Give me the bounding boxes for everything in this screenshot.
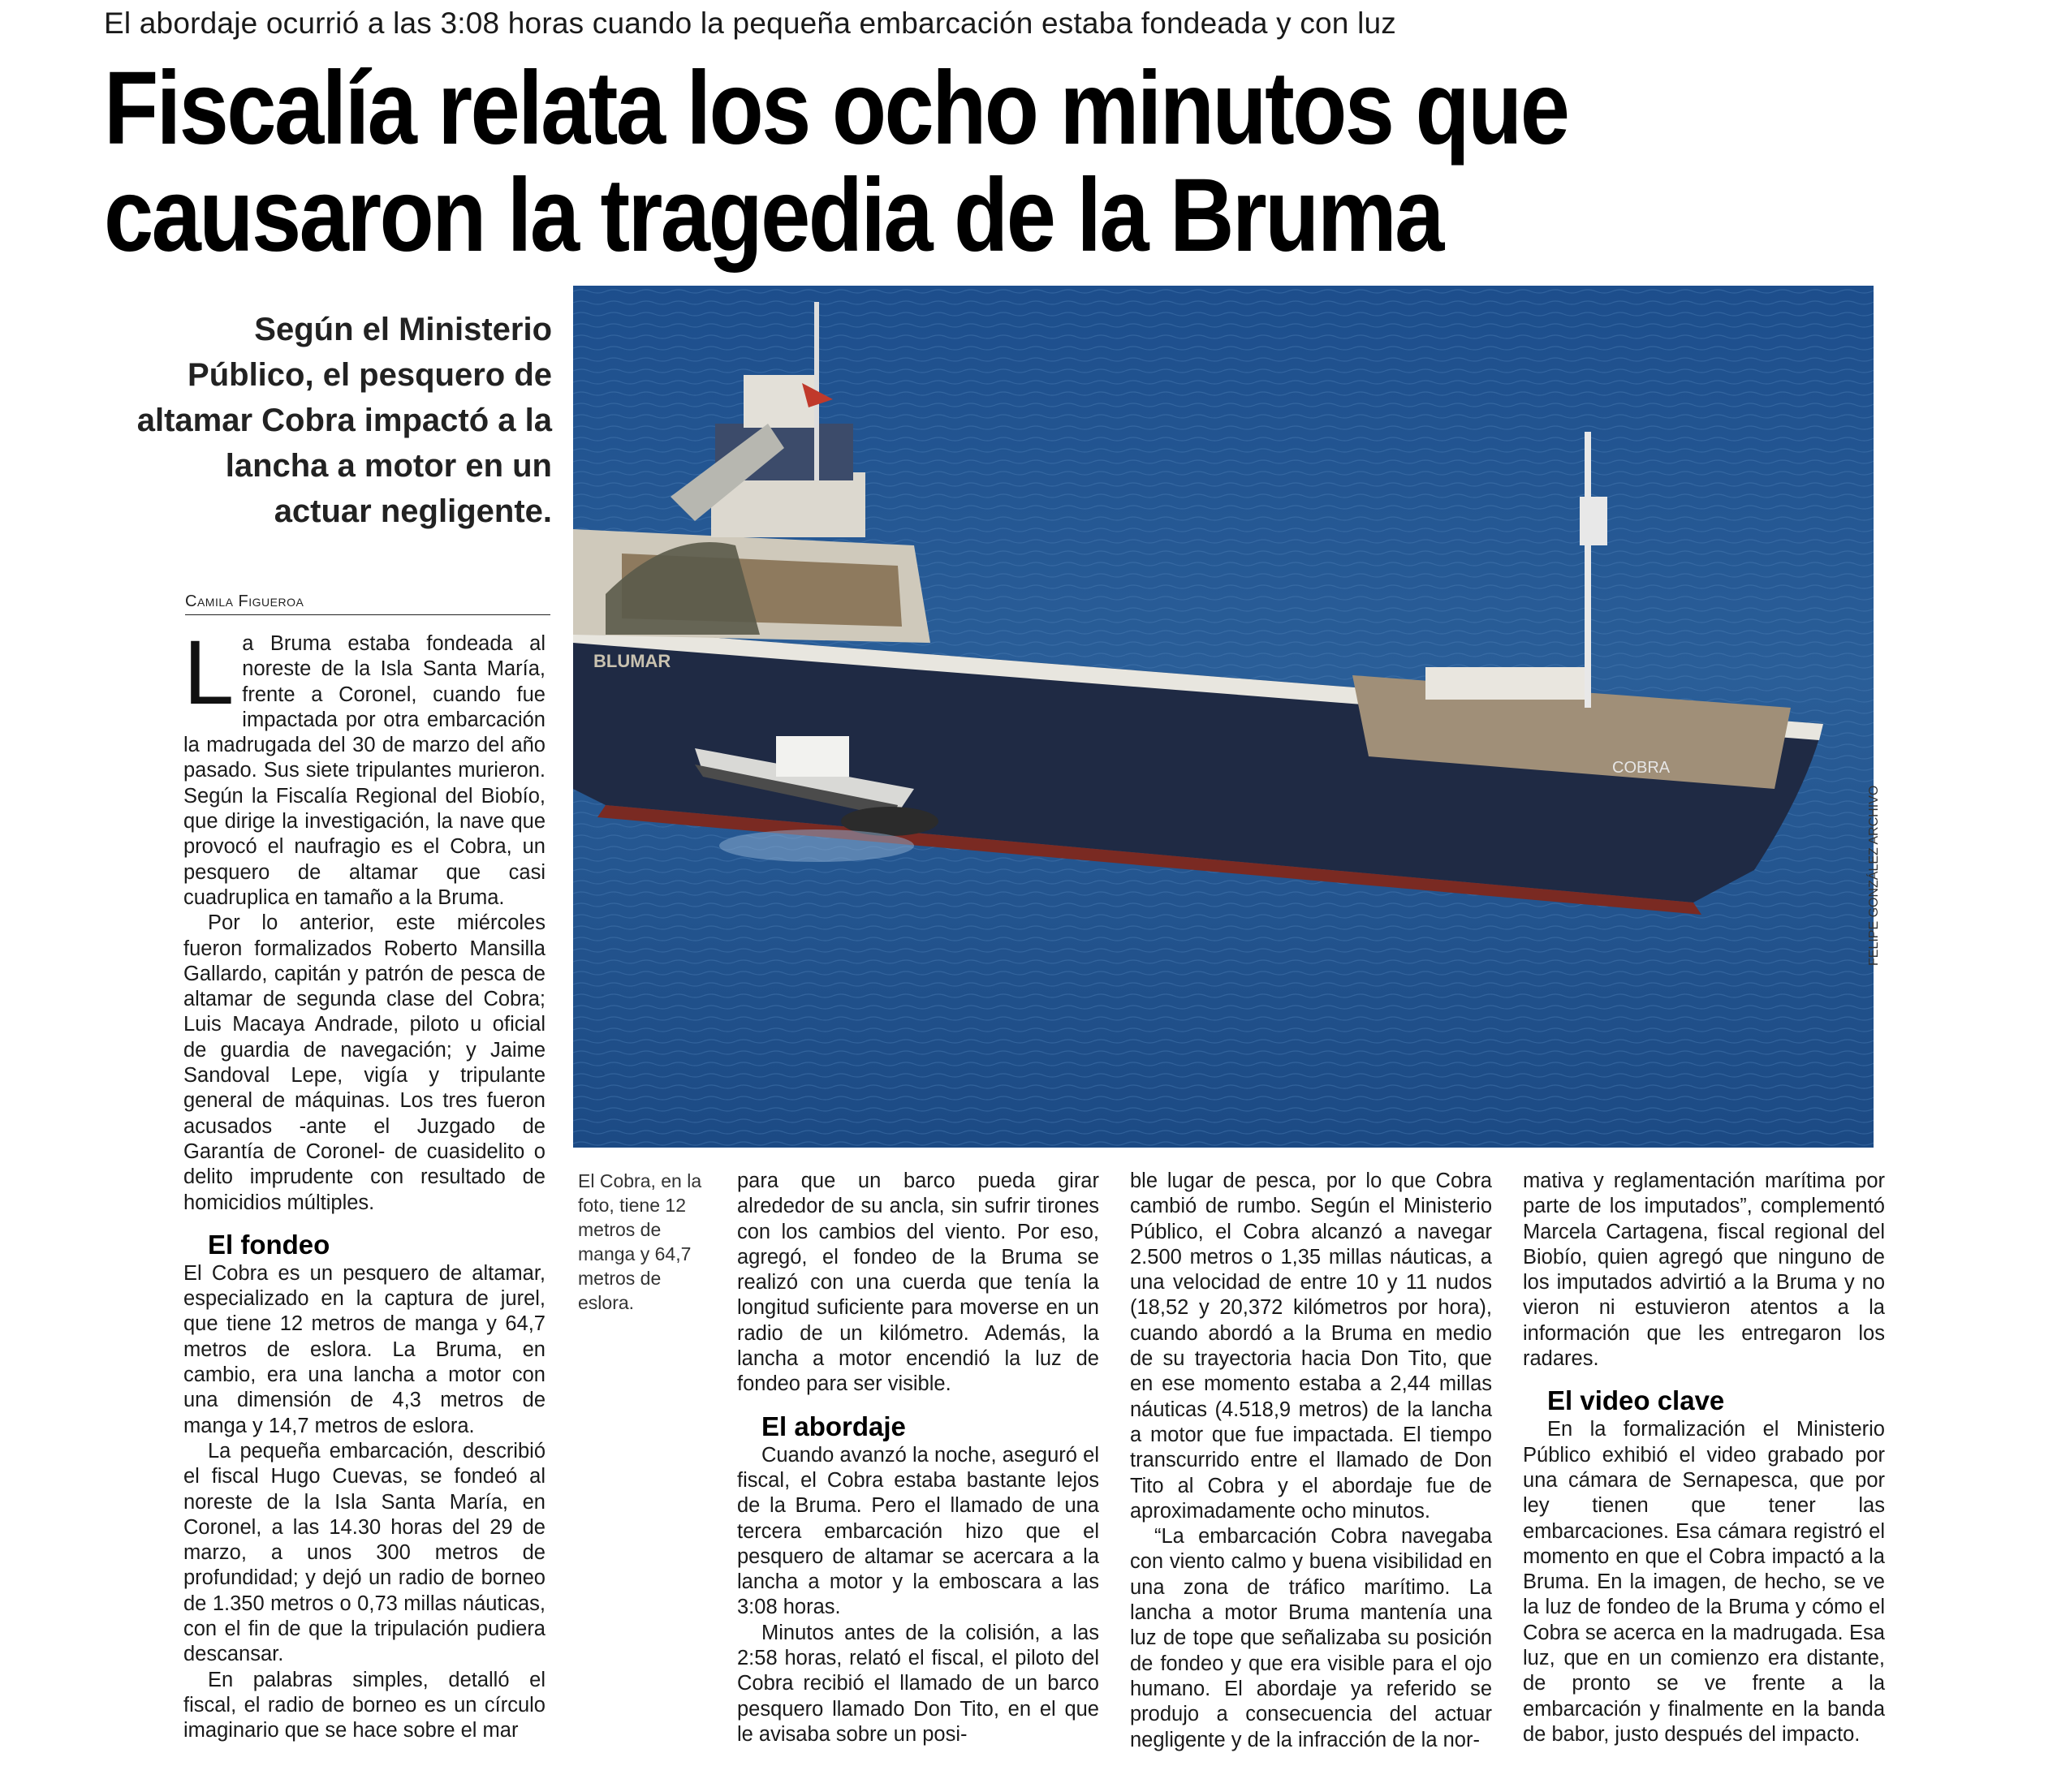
paragraph: En palabras simples, detalló el fiscal, el radio de borneo es un círculo imaginario que se hace sobre el mar (183, 1668, 546, 1742)
paragraph: Cuando avanzó la noche, aseguró el fiscal, el Cobra estaba bastante lejos de la Bruma. Pero el llamado de una tercera embarcación hizo que el pesquero de altamar se acercara a la lancha a motor y la emboscara a las 3:08 horas. (737, 1443, 1099, 1619)
ship-photo (573, 286, 1874, 1148)
paragraph: En la formalización el Ministerio Público exhibió el video grabado por una cámara de Sernapesca, que por ley tienen que tener las embarcaciones. Esa cámara registró el momento en que el Cobra impactó a la Bruma. En la imagen, de hecho, se ve la luz de fondeo de la Bruma y cómo el Cobra se acerca en la madrugada. Esa luz, que en un comienzo era distante, de pronto se ve frente a la embarcación y finalmente en la banda de babor, justo después del impacto. (1523, 1418, 1885, 1746)
article-column-1 (183, 622, 546, 1743)
subhead-el-fondeo: El fondeo (208, 1229, 330, 1260)
subhead-el-video-clave: El video clave (1547, 1385, 1725, 1416)
headline (104, 50, 1570, 274)
kicker: El abordaje ocurrió a las 3:08 horas cuando la pequeña embarcación estaba fondeada y con luz (104, 6, 1396, 40)
photo-credit: FELIPE GONZÁLEZ ARCHIVO (1867, 785, 1881, 966)
hull-name: COBRA (1612, 759, 1671, 777)
byline (185, 592, 550, 615)
paragraph: La pequeña embarcación, describió el fiscal Hugo Cuevas, se fondeó al noreste de la Isla Santa María, en Coronel, a las 14.30 horas del 29 de marzo, a unos 300 metros de profundidad; y dejó un radio de borneo de 1.350 metros o 0,73 millas náuticas, con el fin de que la tripulación pudiera descansar. (183, 1439, 546, 1666)
photo-caption: El Cobra, en la foto, tiene 12 metros de manga y 64,7 metros de eslora. (578, 1170, 702, 1313)
drop-cap: L (183, 622, 235, 723)
article-column-4 (1523, 1169, 1885, 1747)
paragraph: para que un barco pueda girar alrededor de su ancla, sin sufrir tirones con los cambios del viento. Por eso, agregó, el fondeo de la Bruma se realizó con una cuerda que tenía la longitud suficiente para moverse en un radio de un kilómetro. Además, la lancha a motor encendió la luz de fondeo para ser visible. (737, 1170, 1099, 1396)
headline-line-2: causaron la tragedia de la Bruma (104, 157, 1443, 274)
paragraph: La Bruma estaba fondeada al noreste de la Isla Santa María, frente a Coronel, cuando fue impactada por otra embarcación la madrugada del 30 de marzo del año pasado. Sus siete tripulantes murieron. Según la Fiscalía Regional del Biobío, que dirige la investigación, la nave que provocó el naufragio es el Cobra, un pesquero de altamar que casi cuadruplica en tamaño a la Bruma. (183, 622, 546, 909)
byline-author: Camila Figueroa (185, 592, 304, 610)
paragraph: “La embarcación Cobra navegaba con viento calmo y buena visibilidad en una zona de tráfico marítimo. La lancha a motor Bruma mantenía una luz de tope que señalizaba su posición de fondeo y que era visible para el ojo humano. El abordaje ya referido se produjo a consecuencia del actuar negligente y de la infracción de la nor- (1130, 1525, 1492, 1751)
headline-line-1: Fiscalía relata los ocho minutos que (104, 50, 1568, 166)
paragraph: Por lo anterior, este miércoles fueron formalizados Roberto Mansilla Gallardo, capitán y patrón de pesca de altamar de segunda clase del Cobra; Luis Macaya Andrade, piloto u oficial de guardia de navegación; y Jaime Sandoval Lepe, vigía y tripulante general de máquinas. Los tres fueron acusados -ante el Juzgado de Garantía de Coronel- de cuasidelito o delito imprudente con resultado de homicidios múltiples. (183, 911, 546, 1214)
paragraph: Minutos antes de la colisión, a las 2:58 horas, relató el fiscal, el piloto del Cobra recibió el llamado de un barco pesquero llamado Don Tito, en el que le avisaba sobre un posi- (737, 1621, 1099, 1746)
deck: Según el Ministerio Público, el pesquero de altamar Cobra impactó a la lancha a motor en un actuar negligente. (136, 312, 552, 529)
paragraph: El Cobra es un pesquero de altamar, especializado en la captura de jurel, que tiene 12 metros de manga y 64,7 metros de eslora. La Bruma, en cambio, era una lancha a motor con una dimensión de 4,3 metros de manga y 14,7 metros de eslora. (183, 1261, 546, 1437)
paragraph: mativa y reglamentación marítima por parte de los imputados”, complementó Marcela Cartagena, fiscal regional del Biobío, quien agregó que ninguno de los imputados advirtió a la Bruma y no vieron ni estuvieron atentos a la información que les entregaron los radares. (1523, 1170, 1885, 1371)
article-column-3 (1130, 1169, 1492, 1753)
ship-photo-svg (573, 286, 1874, 1148)
paragraph: ble lugar de pesca, por lo que Cobra cambió de rumbo. Según el Ministerio Público, el Cobra alcanzó a navegar 2.500 metros o 1,35 millas náuticas, a una velocidad de entre 10 y 11 nudos (18,52 y 20,372 kilómetros por hora), cuando abordó a la Bruma en medio de su trayectoria hacia Don Tito, que en ese momento estaba a 2,44 millas náuticas (4.518,9 metros) de la lancha a motor que fue impactada. El tiempo transcurrido entre el llamado de Don Tito al Cobra y el abordaje fue de aproximadamente ocho minutos. (1130, 1170, 1492, 1523)
article-column-2 (737, 1169, 1099, 1747)
stern-name: BLUMAR (593, 651, 671, 671)
subhead-el-abordaje: El abordaje (761, 1411, 906, 1441)
